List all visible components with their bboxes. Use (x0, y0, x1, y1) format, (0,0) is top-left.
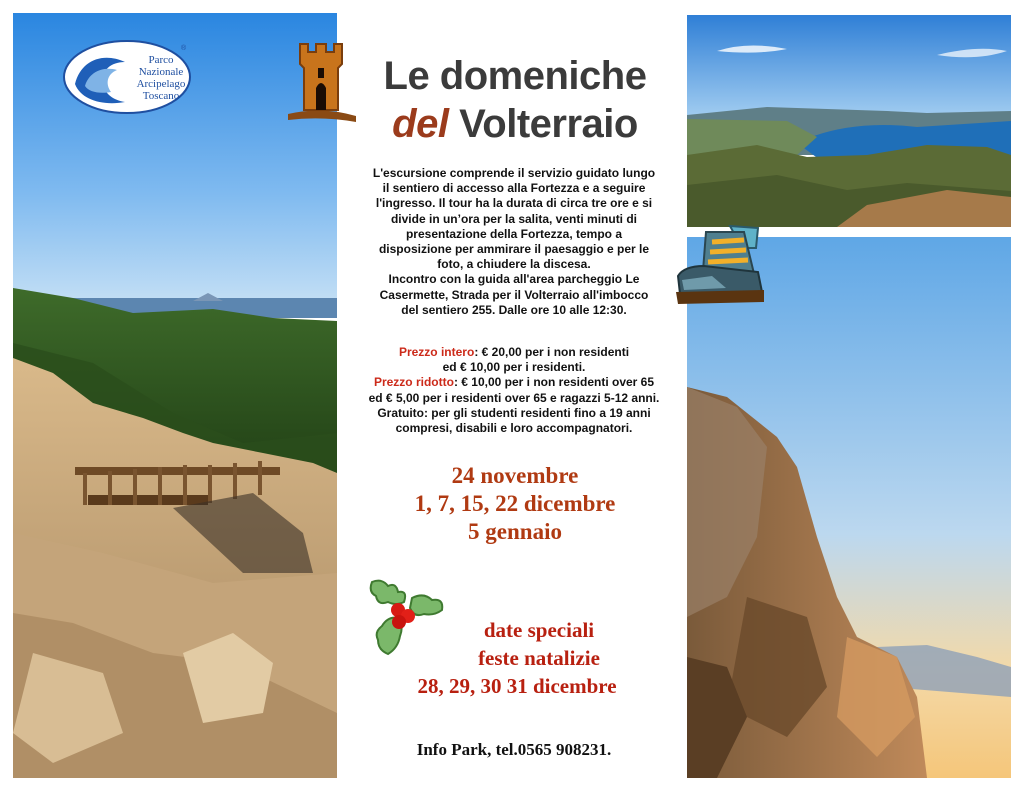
event-dates: 24 novembre 1, 7, 15, 22 dicembre 5 gennaio (414, 463, 616, 544)
title-italic-word: del (392, 102, 449, 146)
logo-text: Parco Nazionale Arcipelago Toscano (136, 54, 186, 102)
full-price-label: Prezzo intero (398, 345, 475, 359)
reduced-price-label: Prezzo ridotto (373, 375, 454, 390)
christmas-special-dates: date speciali feste natalizie 28, 29, 30 31 dicembre (417, 618, 617, 698)
description: L'escursione comprende il servizio guidato lungo il sentiero di accesso alla Fortezza e a seguire l'ingresso. Il tour ha la durata di circa tre ore e si divide in un’ora per la salita, venti minuti di presentazione della Fortezza, tempo a disposizione per ammirare il paesaggio e per le foto, a chiudere la discesa. Incontro con la guida all'area parcheggio Le Casermette, Strada per il Volterraio all'imbocco del sentiero 255. Dalle ore 10 alle 12:30. (372, 166, 656, 317)
title-line-2 (350, 100, 680, 148)
fortress-ruins-photo (13, 13, 337, 778)
rock-sunset-photo (687, 237, 1011, 778)
page-title (350, 52, 680, 148)
info-park-contact: Info Park, tel.0565 908231. (416, 740, 612, 759)
castle-tower-icon (282, 38, 360, 124)
hiking-boot-icon (672, 222, 772, 308)
title-line-1: Le domeniche (383, 54, 647, 98)
title-volterraio: Volterraio (459, 102, 638, 146)
price-list: Prezzo intero: € 20,00 per i non residenti ed € 10,00 per i residenti. Prezzo ridotto: € 10,00 per i non residenti over 65 ed € 5,00 per i residenti over 65 e ragazzi 5-12 anni. Gratuito: per gli studenti residenti fino a 19 anni compresi, disabili e loro accompagnatori. (368, 345, 660, 436)
coast-panorama-photo (687, 15, 1011, 227)
logo-registered-mark: ® (181, 45, 187, 52)
